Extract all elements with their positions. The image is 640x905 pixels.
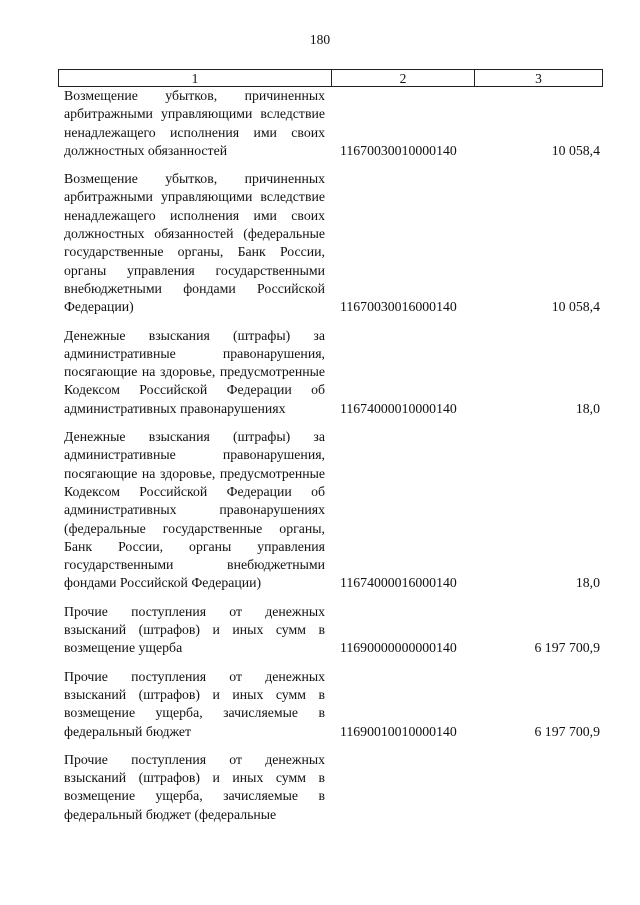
row-amount: 18,0 <box>575 575 600 591</box>
header-col-3: 3 <box>535 71 542 86</box>
row-amount: 10 058,4 <box>551 299 600 315</box>
table-body <box>64 87 600 834</box>
row-code: 11690000000000140 <box>340 640 457 656</box>
table-row <box>64 751 600 824</box>
row-amount: 18,0 <box>575 400 600 416</box>
row-description: Прочие поступления от денежных взысканий (штрафов) и иных сумм в возмещение ущерба <box>64 603 325 656</box>
row-amount: 6 197 700,9 <box>534 640 600 656</box>
row-code: 11674000016000140 <box>340 575 457 591</box>
table-header <box>58 69 603 87</box>
table-row <box>64 603 600 658</box>
row-amount: 10 058,4 <box>551 142 600 158</box>
table-row <box>64 170 600 316</box>
row-code: 11674000010000140 <box>340 400 457 416</box>
header-col-2: 2 <box>332 70 475 86</box>
row-description: Возмещение убытков, причиненных арбитражными управляющими вследствие ненадлежащего исполнения ими своих должностных обязанностей <box>64 88 325 158</box>
table-row <box>64 428 600 593</box>
row-code: 11690010010000140 <box>340 723 457 739</box>
table-row <box>64 668 600 741</box>
row-code: 11670030010000140 <box>340 142 457 158</box>
row-description: Прочие поступления от денежных взысканий (штрафов) и иных сумм в возмещение ущерба, зачисляемые в федеральный бюджет (федеральные <box>64 751 325 822</box>
page-number: 180 <box>309 32 331 47</box>
row-description: Возмещение убытков, причиненных арбитражными управляющими вследствие ненадлежащего исполнения ими своих должностных обязанностей (федеральные государственные органы, Банк России, органы управления государственными внебюджетными фондами Российской Федерации) <box>64 171 325 315</box>
header-col-1: 1 <box>59 70 332 86</box>
table-row <box>64 87 600 160</box>
row-amount: 6 197 700,9 <box>534 723 600 739</box>
row-description: Денежные взыскания (штрафы) за административные правонарушения, посягающие на здоровье, предусмотренные Кодексом Российской Федерации об административных правонарушениях (федеральные государственные органы, Банк России, органы управления государственными внебюджетными фондами Российской Федерации) <box>64 429 325 591</box>
table-row <box>64 327 600 418</box>
row-code: 11670030016000140 <box>340 299 457 315</box>
row-description: Прочие поступления от денежных взысканий (штрафов) и иных сумм в возмещение ущерба, зачисляемые в федеральный бюджет <box>64 668 325 739</box>
row-description: Денежные взыскания (штрафы) за административные правонарушения, посягающие на здоровье, предусмотренные Кодексом Российской Федерации об административных правонарушениях <box>64 327 325 416</box>
